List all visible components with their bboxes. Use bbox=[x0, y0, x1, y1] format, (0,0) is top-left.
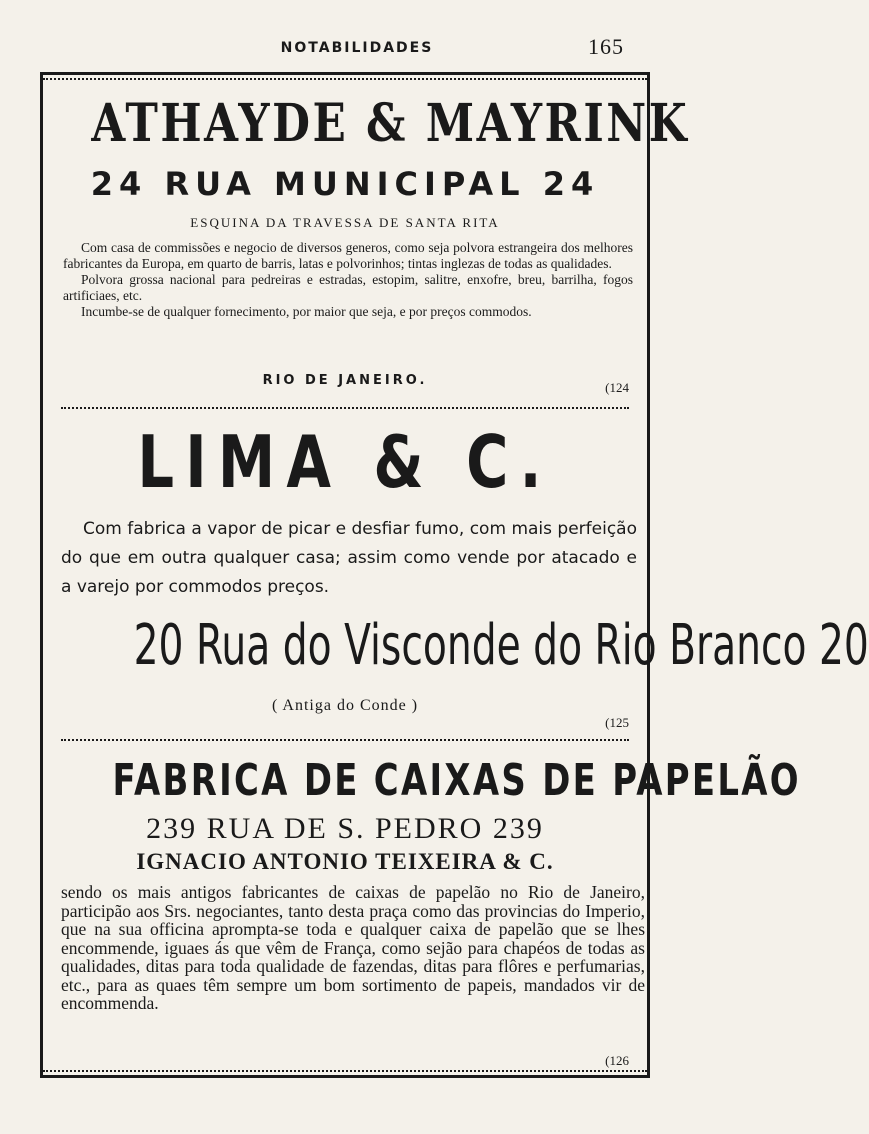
ad1-code: (124 bbox=[605, 380, 629, 395]
ad2-address: 20 Rua do Visconde do Rio Branco 20 bbox=[133, 613, 869, 678]
advertisement-frame bbox=[40, 72, 869, 1078]
page-number: 165 bbox=[588, 34, 624, 59]
ad1-title: ATHAYDE & MAYRINK bbox=[91, 93, 690, 154]
ad1-address: 24 RUA MUNICIPAL 24 bbox=[90, 165, 600, 203]
page-header bbox=[0, 34, 714, 64]
ad3-code: (126 bbox=[605, 1053, 629, 1068]
ad1-subline: ESQUINA DA TRAVESSA DE SANTA RITA bbox=[190, 215, 500, 230]
ad3-paragraph: sendo os mais antigos fabricantes de caixas de papelão no Rio de Janeiro, participão aos Srs. negociantes, tanto desta praça como das provincias do Imperio, que na sua officina apromptа-se toda e qualquer caixa de papelão que se lhes encommende, iguaes ás que vêm de França, como sejão para chapéos de todas as qualidades, ditas para toda qualidade de fazendas, ditas para flôres e perfumarias, etc., para as quaes têm sempre um bom sortimento de papeis, mandados vir de encommenda. bbox=[61, 882, 645, 1013]
ad2-title: LIMA & C. bbox=[137, 420, 553, 504]
ad3-address: 239 RUA DE S. PEDRO 239 bbox=[146, 812, 544, 845]
ad2-body bbox=[61, 515, 637, 602]
divider bbox=[61, 407, 629, 409]
ad3-body bbox=[61, 883, 645, 1013]
ad1-paragraph: Polvora grossa nacional para pedreiras e estradas, estopim, salitre, enxofre, breu, barrilha, fogos artificiaes, etc. bbox=[63, 272, 633, 303]
ad1-paragraph: Com casa de commissões e negocio de diversos generos, como seja polvora estrangeira dos melhores fabricantes da Europa, em quarto de barris, latas e polvorinhos; tintas inglezas de todas as qualidades. bbox=[63, 240, 633, 271]
ad3-title: FABRICA DE CAIXAS DE PAPELÃO bbox=[112, 755, 801, 806]
divider bbox=[61, 739, 629, 741]
ad1-city: RIO DE JANEIRO. bbox=[262, 373, 428, 388]
ad2-code: (125 bbox=[605, 715, 629, 730]
ad2-paragraph: Com fabrica a vapor de picar e desfiar fumo, com mais perfeição do que em outra qualquer casa; assim como vende por atacado e a varejo por commodos preços. bbox=[61, 519, 637, 597]
ad2-former-name: ( Antiga do Conde ) bbox=[271, 697, 419, 714]
ad1-body bbox=[63, 240, 633, 320]
running-title: NOTABILIDADES bbox=[280, 40, 434, 56]
ad1-paragraph: Incumbe-se de qualquer fornecimento, por maior que seja, e por preços commodos. bbox=[81, 304, 532, 319]
ad3-proprietor: IGNACIO ANTONIO TEIXEIRA & C. bbox=[136, 849, 554, 874]
